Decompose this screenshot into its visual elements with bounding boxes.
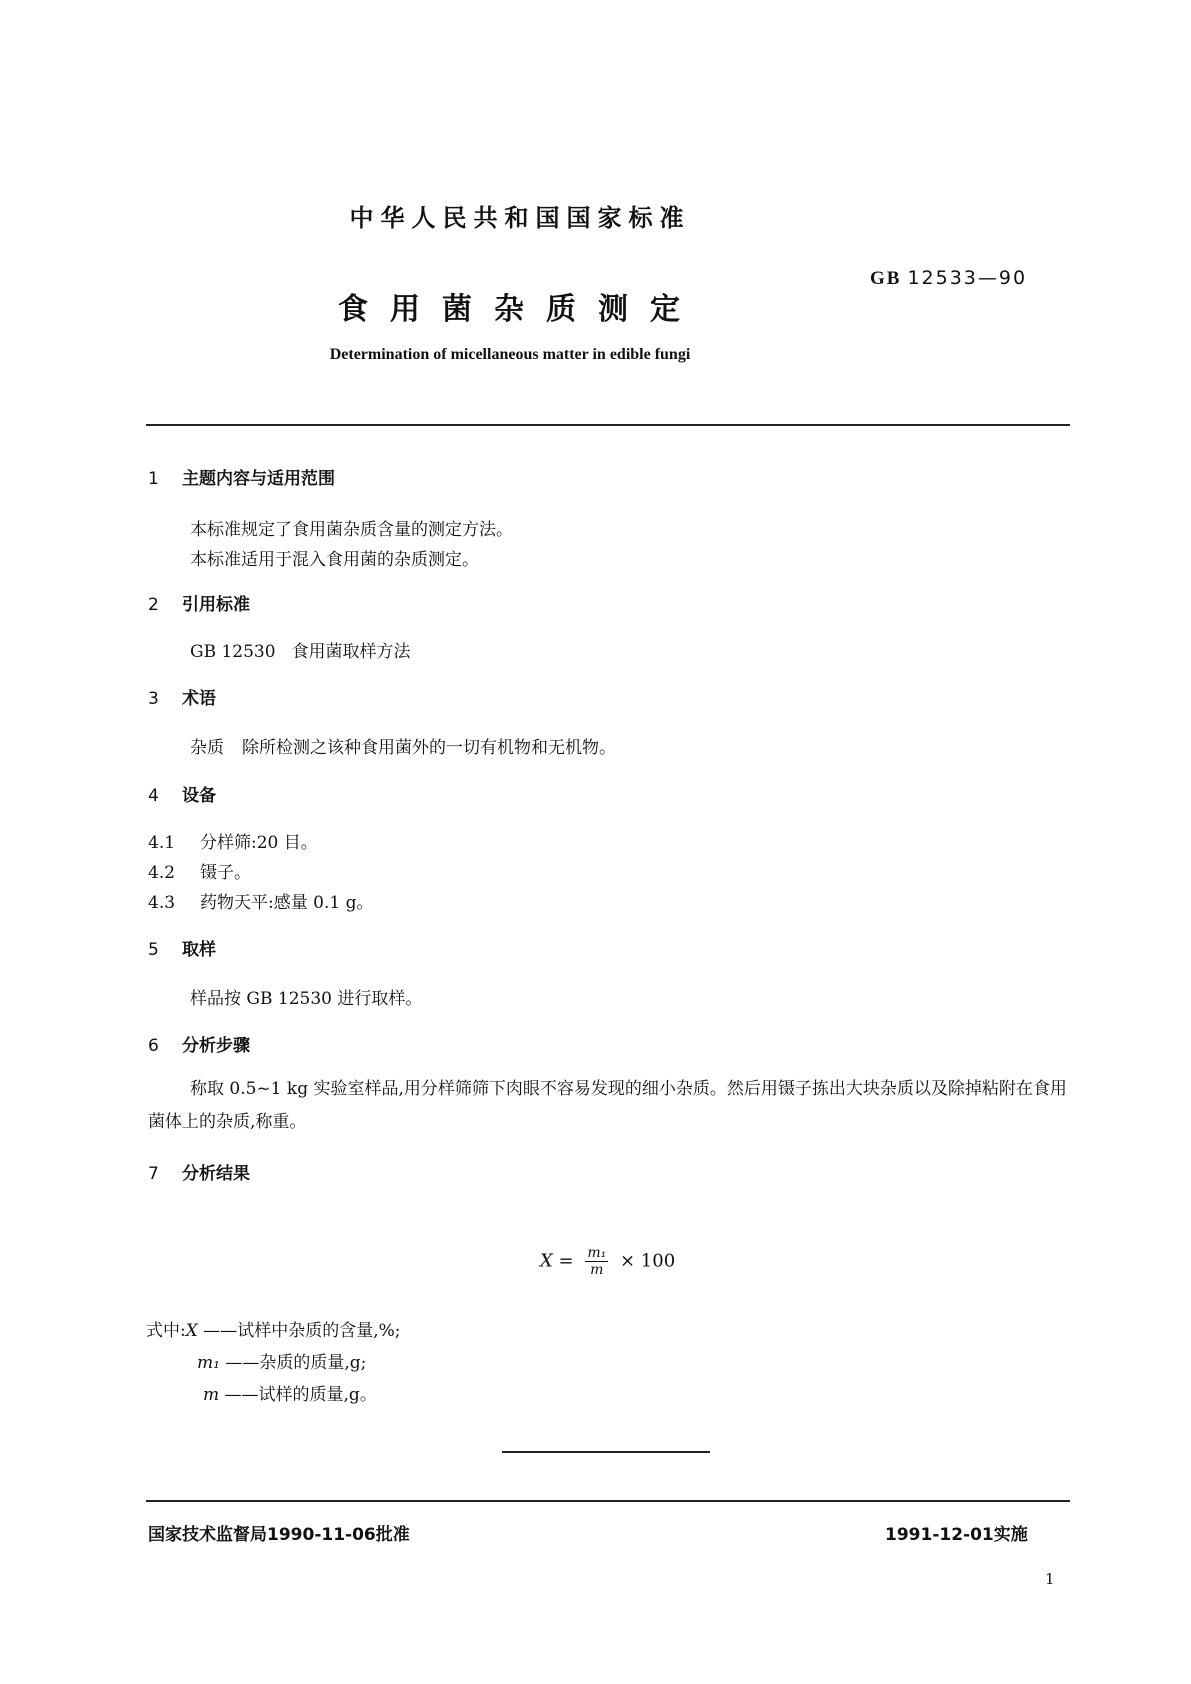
formula-fraction	[585, 1245, 608, 1278]
section-5-paragraph: 样品按 GB 12530 进行取样。	[190, 989, 423, 1009]
standard-code-prefix: GB	[870, 268, 902, 289]
section-number: 7	[148, 1164, 159, 1184]
formula-rhs: × 100	[619, 1250, 676, 1272]
section-title: 主题内容与适用范围	[182, 469, 335, 489]
variable-description: ——试样中杂质的含量,%;	[203, 1321, 401, 1341]
formula-numerator: m₁	[587, 1245, 607, 1261]
page-number: 1	[1045, 1570, 1055, 1588]
variable-description: ——杂质的质量,g;	[225, 1353, 367, 1373]
item-text: 分样筛:20 目。	[200, 833, 318, 853]
item-number: 4.2	[148, 863, 176, 883]
section-title: 术语	[182, 689, 216, 709]
section-1-paragraph-1: 本标准规定了食用菌杂质含量的测定方法。	[190, 520, 513, 540]
section-number: 3	[148, 689, 159, 709]
section-title: 设备	[182, 786, 216, 806]
document-title-english: Determination of micellaneous matter in edible fungi	[329, 346, 691, 363]
formula-legend-row	[146, 1316, 401, 1341]
section-4-heading	[148, 781, 216, 806]
reference-code: GB 12530	[190, 642, 276, 662]
term: 杂质	[190, 738, 224, 758]
section-7-heading	[148, 1159, 250, 1184]
item-number: 4.1	[148, 833, 176, 853]
effective-date: 1991-12-01实施	[885, 1525, 1028, 1545]
standard-title: 中华人民共和国国家标准	[349, 204, 691, 232]
section-1-heading	[148, 464, 335, 489]
reference-title: 食用菌取样方法	[291, 642, 411, 662]
item-text: 药物天平:感量 0.1 g。	[200, 893, 374, 913]
section-3-heading	[148, 684, 216, 709]
section-number: 1	[148, 469, 159, 489]
formula-denominator: m	[590, 1262, 604, 1278]
section-6-paragraph: 称取 0.5~1 kg 实验室样品,用分样筛筛下肉眼不容易发现的细小杂质。然后用镊子拣出大块杂质以及除掉粘附在食用菌体上的杂质,称重。	[148, 1079, 1067, 1132]
formula	[540, 1245, 675, 1278]
standard-code: 12533—90	[907, 267, 1028, 289]
section-number: 2	[148, 595, 159, 615]
variable-description: ——试样的质量,g。	[224, 1385, 377, 1405]
variable-symbol: X	[185, 1321, 198, 1341]
footer-divider	[146, 1500, 1070, 1502]
section-title: 分析步骤	[182, 1036, 250, 1056]
section-title: 分析结果	[182, 1164, 250, 1184]
variable-symbol: m₁	[197, 1353, 220, 1373]
section-title: 引用标准	[182, 595, 250, 615]
formula-legend-row	[203, 1380, 377, 1405]
definition: 除所检测之该种食用菌外的一切有机物和无机物。	[242, 738, 616, 758]
variable-symbol: m	[203, 1385, 220, 1405]
header-divider	[146, 424, 1070, 426]
document-title: 食用菌杂质测定	[338, 292, 702, 327]
equipment-item	[148, 828, 318, 853]
equipment-item	[148, 858, 251, 883]
section-2-heading	[148, 590, 250, 615]
approval-note: 国家技术监督局1990-11-06批准	[148, 1525, 410, 1545]
section-1-paragraph-2: 本标准适用于混入食用菌的杂质测定。	[190, 550, 479, 570]
item-number: 4.3	[148, 893, 176, 913]
item-text: 镊子。	[200, 863, 251, 883]
equipment-item	[148, 888, 373, 913]
content-end-divider	[502, 1451, 710, 1453]
section-5-heading	[148, 935, 216, 960]
section-title: 取样	[182, 940, 216, 960]
section-number: 6	[148, 1036, 159, 1056]
formula-legend-row	[197, 1348, 366, 1373]
formula-lhs: X =	[540, 1250, 574, 1272]
section-number: 5	[148, 940, 159, 960]
referenced-standard	[190, 637, 411, 662]
section-number: 4	[148, 786, 159, 806]
where-label: 式中:	[146, 1321, 186, 1341]
section-6-heading	[148, 1031, 250, 1056]
term-definition	[190, 733, 616, 758]
